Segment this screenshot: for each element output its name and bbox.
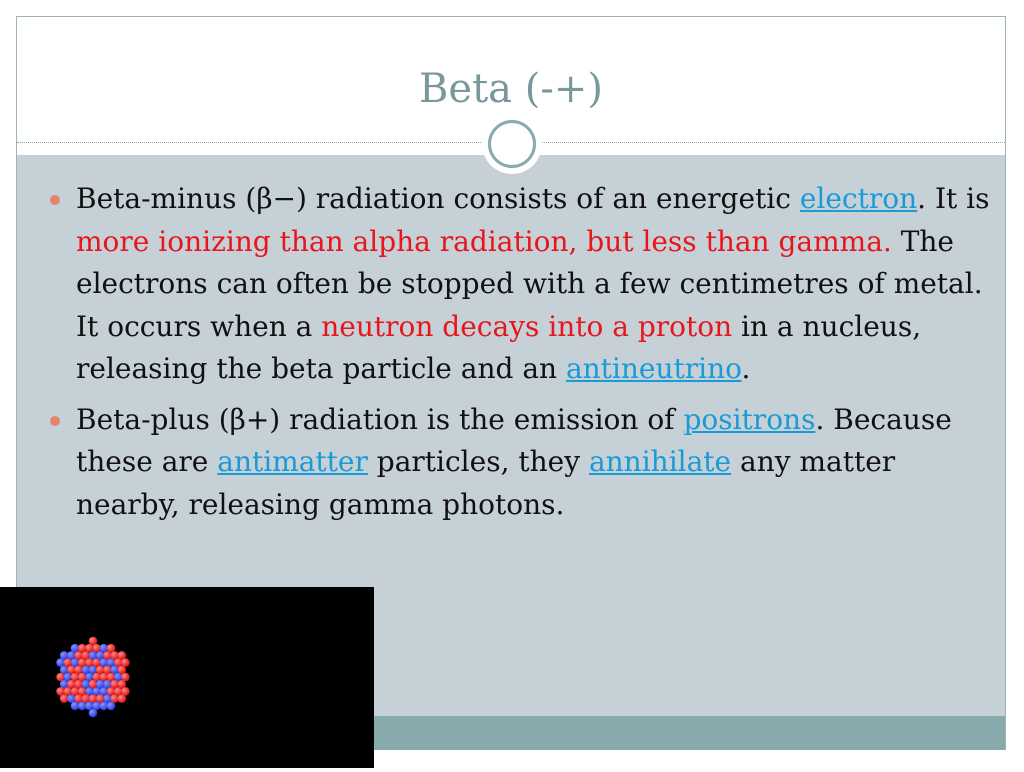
body-text: . It is <box>917 182 990 215</box>
bullet-item <box>58 178 1006 391</box>
body-text: Beta-minus (β−) radiation consists of an energetic <box>76 182 800 215</box>
neutron-sphere <box>107 702 116 711</box>
proton-sphere <box>118 694 127 703</box>
slide-title: Beta (-+) <box>419 66 603 112</box>
body-text: particles, they <box>367 445 589 478</box>
body-text: Beta-plus (β+) radiation is the emission of <box>76 402 684 436</box>
body-text: . <box>741 352 751 385</box>
bullet-list <box>58 178 1006 534</box>
body-text: The electrons can often be stopped with a few centimetres of metal. It occurs when a <box>76 224 983 343</box>
emphasis-text: more ionizing than alpha radiation, but less than gamma. <box>76 224 892 258</box>
bullet-dot-icon <box>50 416 60 426</box>
link-antineutrino[interactable]: antineutrino <box>565 352 742 385</box>
body-text: . Because these are <box>76 402 952 478</box>
body-text: in a nucleus, releasing the beta particle and an <box>76 309 922 385</box>
neutron-sphere <box>89 709 98 718</box>
link-positrons[interactable]: positrons <box>683 402 816 436</box>
emphasis-text: neutron decays into a proton <box>321 309 733 343</box>
body-text: any matter nearby, releasing gamma photons. <box>76 445 896 521</box>
ring-icon <box>488 120 536 168</box>
atomic-nucleus-illustration <box>0 587 374 768</box>
link-annihilate[interactable]: annihilate <box>588 445 732 478</box>
bullet-item <box>58 399 1006 527</box>
bullet-dot-icon <box>50 195 60 205</box>
link-electron[interactable]: electron <box>799 182 918 215</box>
link-antimatter[interactable]: antimatter <box>217 445 368 478</box>
nucleus-image <box>0 587 374 768</box>
